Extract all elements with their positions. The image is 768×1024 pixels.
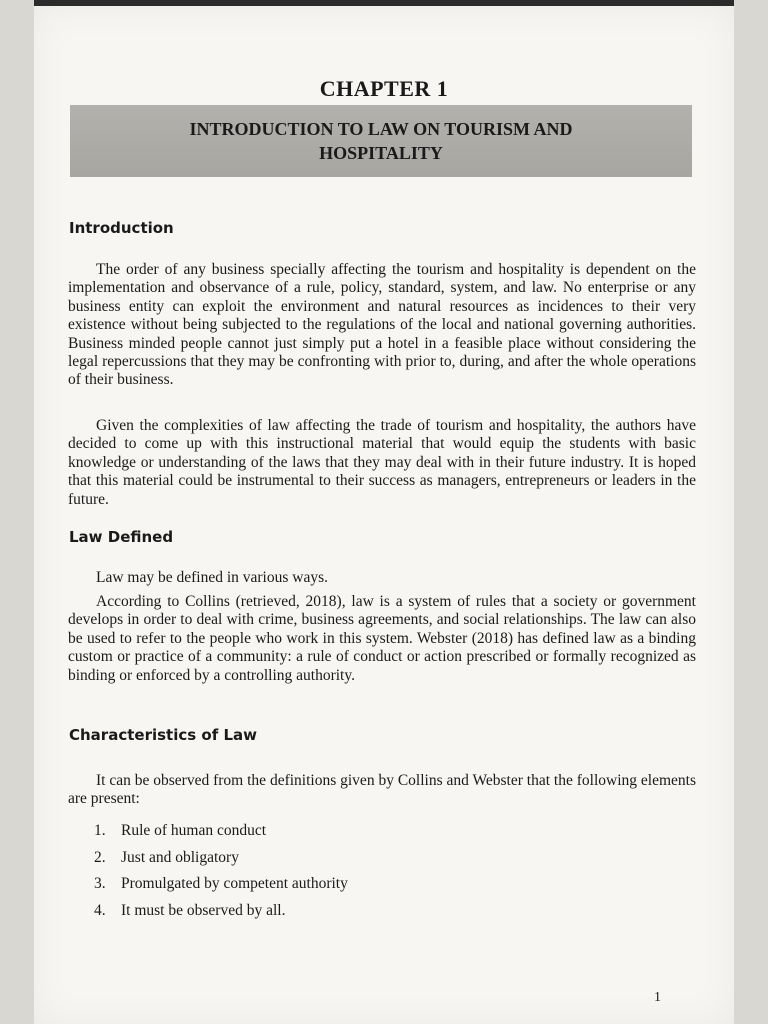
introduction-paragraph-2: Given the complexities of law affecting the trade of tourism and hospitality, the authors have decided to come up with this instructional material that would equip the students with basic knowledge or understanding of the laws that they may deal with in their future industry. It is hoped that this material could be instrumental to their success as managers, entrepreneurs or leaders in the future.	[68, 417, 696, 508]
characteristics-list	[94, 822, 594, 928]
law-defined-paragraph-1: Law may be defined in various ways.	[96, 569, 329, 586]
chapter-label: CHAPTER 1	[319, 76, 449, 101]
characteristics-paragraph: It can be observed from the definitions given by Collins and Webster that the following elements are present:	[68, 772, 696, 808]
page-number: 1	[654, 990, 661, 1005]
heading-characteristics: Characteristics of Law	[69, 726, 257, 744]
heading-introduction: Introduction	[69, 219, 174, 237]
heading-law-defined: Law Defined	[69, 528, 174, 546]
list-item: 3. Promulgated by competent authority	[94, 875, 348, 892]
introduction-paragraph-1: The order of any business specially affecting the tourism and hospitality is dependent on the implementation and observance of a rule, policy, standard, system, and law. No enterprise or any business entity can exploit the environment and natural resources as incidences to their very existence without being subjected to the regulations of the local and national governing authorities. Business minded people cannot just simply put a hotel in a feasible place without considering the legal repercussions that they may be confronting with prior to, during, and after the whole operations of their business.	[68, 261, 696, 389]
list-item: 4. It must be observed by all.	[94, 901, 286, 919]
chapter-title: INTRODUCTION TO LAW ON TOURISM AND HOSPITALITY	[189, 119, 573, 163]
chapter-title-banner	[70, 105, 692, 177]
list-item: 2. Just and obligatory	[94, 848, 239, 866]
document-page	[34, 6, 734, 1024]
law-defined-paragraph-2: According to Collins (retrieved, 2018), law is a system of rules that a society or government develops in order to deal with crime, business agreements, and social relationships. The law can also be used to refer to the people who work in this system. Webster (2018) has defined law as a binding custom or practice of a community: a rule of conduct or action prescribed or formally recognized as binding or enforced by a controlling authority.	[68, 593, 696, 684]
list-item: 1. Rule of human conduct	[94, 822, 267, 839]
